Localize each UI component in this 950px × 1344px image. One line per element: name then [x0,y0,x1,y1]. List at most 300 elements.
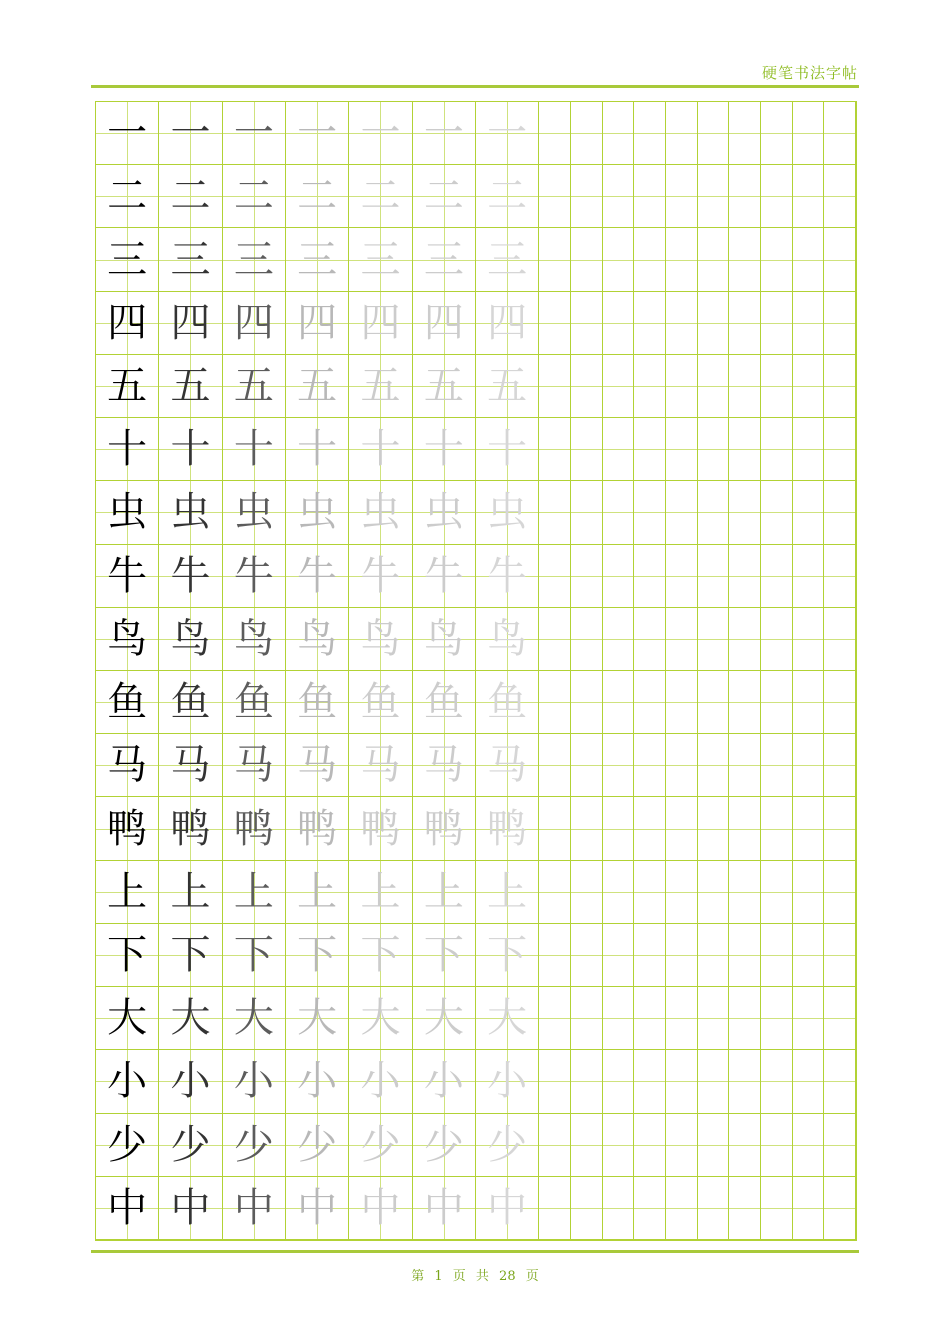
trace-character-cell [413,102,476,165]
blank-practice-cell [761,987,793,1050]
trace-character-cell [159,418,222,481]
model-character: 少 [107,1121,148,1168]
blank-practice-cell [698,924,730,987]
blank-practice-cell [603,924,635,987]
model-character-cell [96,355,159,418]
trace-character-cell [286,608,349,671]
blank-practice-cell [634,734,666,797]
blank-practice-cell [634,1114,666,1177]
blank-practice-cell [698,861,730,924]
blank-practice-cell [698,228,730,291]
trace-character: 马 [233,742,274,789]
trace-character-cell [159,355,222,418]
blank-practice-cell [698,102,730,165]
trace-character: 一 [170,110,211,157]
blank-practice-cell [539,165,571,228]
trace-character: 上 [297,868,338,915]
trace-character: 牛 [297,552,338,599]
trace-character-cell [223,102,286,165]
trace-character-cell [349,924,412,987]
trace-character: 二 [297,173,338,220]
blank-practice-cell [761,734,793,797]
trace-character-cell [413,671,476,734]
trace-character-cell [349,292,412,355]
trace-character-cell [223,987,286,1050]
trace-character-cell [223,734,286,797]
model-character: 鸭 [107,805,148,852]
trace-character: 三 [360,236,401,283]
blank-practice-cell [666,861,698,924]
trace-character-cell [159,228,222,291]
blank-practice-cell [634,228,666,291]
model-character-cell [96,797,159,860]
blank-practice-cell [761,228,793,291]
trace-character: 少 [233,1121,274,1168]
model-character: 小 [107,1058,148,1105]
trace-character-cell [286,924,349,987]
model-character: 虫 [107,489,148,536]
trace-character-cell [223,924,286,987]
trace-character-cell [223,165,286,228]
blank-practice-cell [793,102,825,165]
trace-character: 上 [233,868,274,915]
trace-character-cell [476,861,539,924]
blank-practice-cell [729,1177,761,1240]
trace-character-cell [223,1114,286,1177]
trace-character-cell [286,292,349,355]
model-character: 大 [107,995,148,1042]
blank-practice-cell [666,1050,698,1113]
model-character-cell [96,987,159,1050]
blank-practice-cell [634,418,666,481]
trace-character: 四 [360,299,401,346]
trace-character-cell [159,797,222,860]
blank-practice-cell [729,481,761,544]
trace-character: 少 [360,1121,401,1168]
blank-practice-cell [634,608,666,671]
blank-practice-cell [698,608,730,671]
trace-character: 三 [233,236,274,283]
trace-character: 小 [233,1058,274,1105]
trace-character: 鸟 [170,615,211,662]
model-character-cell [96,165,159,228]
trace-character: 下 [170,931,211,978]
trace-character: 三 [297,236,338,283]
blank-practice-cell [539,481,571,544]
trace-character-cell [159,545,222,608]
model-character: 鸟 [107,615,148,662]
blank-practice-cell [698,734,730,797]
trace-character-cell [349,1177,412,1240]
trace-character-cell [286,165,349,228]
blank-practice-cell [824,987,856,1050]
trace-character-cell [413,355,476,418]
header-title: 硬笔书法字帖 [761,64,858,82]
blank-practice-cell [824,102,856,165]
trace-character: 十 [233,426,274,473]
blank-practice-cell [824,1114,856,1177]
blank-practice-cell [824,734,856,797]
trace-character: 中 [487,1184,528,1231]
blank-practice-cell [698,292,730,355]
trace-character: 少 [297,1121,338,1168]
blank-practice-cell [571,545,603,608]
model-character: 下 [107,931,148,978]
blank-practice-cell [761,1177,793,1240]
trace-character: 鸭 [360,805,401,852]
trace-character: 小 [423,1058,464,1105]
trace-character: 虫 [170,489,211,536]
blank-practice-cell [539,228,571,291]
blank-practice-cell [571,355,603,418]
blank-practice-cell [729,165,761,228]
trace-character: 大 [423,995,464,1042]
blank-practice-cell [603,861,635,924]
blank-practice-cell [793,671,825,734]
blank-practice-cell [539,545,571,608]
blank-practice-cell [698,797,730,860]
trace-character: 上 [170,868,211,915]
blank-practice-cell [666,1177,698,1240]
blank-practice-cell [793,545,825,608]
model-character-cell [96,861,159,924]
model-character-cell [96,292,159,355]
trace-character-cell [413,924,476,987]
trace-character-cell [476,545,539,608]
trace-character-cell [286,797,349,860]
trace-character-cell [159,608,222,671]
model-character: 二 [107,173,148,220]
blank-practice-cell [793,797,825,860]
trace-character: 虫 [233,489,274,536]
trace-character: 小 [360,1058,401,1105]
blank-practice-cell [539,987,571,1050]
trace-character-cell [476,734,539,797]
trace-character: 鱼 [297,679,338,726]
blank-practice-cell [824,228,856,291]
blank-practice-cell [824,545,856,608]
trace-character-cell [413,165,476,228]
blank-practice-cell [539,292,571,355]
trace-character: 鱼 [360,679,401,726]
trace-character: 牛 [487,552,528,599]
trace-character-cell [223,228,286,291]
trace-character-cell [223,292,286,355]
blank-practice-cell [571,861,603,924]
trace-character-cell [159,671,222,734]
blank-practice-cell [603,418,635,481]
blank-practice-cell [539,924,571,987]
trace-character: 五 [423,362,464,409]
trace-character-cell [349,545,412,608]
model-character: 五 [107,362,148,409]
trace-character-cell [286,1177,349,1240]
blank-practice-cell [729,1050,761,1113]
trace-character-cell [159,924,222,987]
blank-practice-cell [634,102,666,165]
trace-character-cell [476,1050,539,1113]
trace-character: 马 [360,742,401,789]
trace-character: 四 [423,299,464,346]
trace-character-cell [159,861,222,924]
trace-character-cell [286,861,349,924]
model-character: 上 [107,868,148,915]
trace-character-cell [413,1177,476,1240]
trace-character: 少 [487,1121,528,1168]
trace-character: 马 [423,742,464,789]
trace-character: 虫 [297,489,338,536]
blank-practice-cell [539,1177,571,1240]
model-character: 十 [107,426,148,473]
blank-practice-cell [793,355,825,418]
blank-practice-cell [729,418,761,481]
trace-character-cell [223,1050,286,1113]
blank-practice-cell [793,924,825,987]
blank-practice-cell [793,861,825,924]
blank-practice-cell [571,1177,603,1240]
trace-character: 下 [297,931,338,978]
model-character: 四 [107,299,148,346]
blank-practice-cell [729,797,761,860]
trace-character-cell [476,481,539,544]
trace-character-cell [223,608,286,671]
blank-practice-cell [571,1114,603,1177]
trace-character: 三 [170,236,211,283]
trace-character: 二 [233,173,274,220]
blank-practice-cell [793,165,825,228]
trace-character: 上 [487,868,528,915]
trace-character: 大 [233,995,274,1042]
trace-character-cell [286,1050,349,1113]
trace-character-cell [159,292,222,355]
trace-character: 鱼 [487,679,528,726]
trace-character: 二 [487,173,528,220]
trace-character-cell [413,1114,476,1177]
blank-practice-cell [539,671,571,734]
blank-practice-cell [634,545,666,608]
trace-character-cell [223,861,286,924]
blank-practice-cell [539,102,571,165]
blank-practice-cell [698,1177,730,1240]
trace-character: 牛 [170,552,211,599]
blank-practice-cell [729,355,761,418]
trace-character-cell [413,608,476,671]
trace-character: 五 [297,362,338,409]
blank-practice-cell [729,228,761,291]
trace-character-cell [349,671,412,734]
blank-practice-cell [603,671,635,734]
trace-character-cell [349,228,412,291]
trace-character-cell [286,987,349,1050]
blank-practice-cell [793,987,825,1050]
blank-practice-cell [603,1050,635,1113]
blank-practice-cell [698,671,730,734]
trace-character: 鱼 [170,679,211,726]
blank-practice-cell [571,418,603,481]
blank-practice-cell [603,734,635,797]
page-number: 第 1 页 共 28 页 [411,1269,539,1284]
blank-practice-cell [761,671,793,734]
blank-practice-cell [571,797,603,860]
blank-practice-cell [666,102,698,165]
trace-character-cell [286,671,349,734]
blank-practice-cell [634,165,666,228]
blank-practice-cell [571,481,603,544]
blank-practice-cell [634,797,666,860]
trace-character: 下 [360,931,401,978]
blank-practice-cell [666,292,698,355]
blank-practice-cell [539,355,571,418]
blank-practice-cell [539,418,571,481]
trace-character-cell [476,355,539,418]
trace-character: 小 [170,1058,211,1105]
blank-practice-cell [824,165,856,228]
trace-character: 牛 [360,552,401,599]
model-character: 牛 [107,552,148,599]
trace-character: 十 [487,426,528,473]
trace-character: 鸟 [360,615,401,662]
model-character-cell [96,228,159,291]
blank-practice-cell [634,292,666,355]
trace-character: 大 [170,995,211,1042]
blank-practice-cell [761,924,793,987]
blank-practice-cell [634,987,666,1050]
trace-character: 三 [487,236,528,283]
trace-character: 鱼 [423,679,464,726]
trace-character: 五 [360,362,401,409]
trace-character-cell [223,418,286,481]
blank-practice-cell [603,1114,635,1177]
blank-practice-cell [571,292,603,355]
blank-practice-cell [761,418,793,481]
trace-character: 四 [297,299,338,346]
trace-character-cell [286,228,349,291]
blank-practice-cell [761,481,793,544]
blank-practice-cell [666,418,698,481]
trace-character: 虫 [423,489,464,536]
blank-practice-cell [603,1177,635,1240]
trace-character: 下 [233,931,274,978]
trace-character-cell [159,987,222,1050]
blank-practice-cell [761,102,793,165]
model-character: 三 [107,236,148,283]
blank-practice-cell [698,165,730,228]
trace-character-cell [413,1050,476,1113]
blank-practice-cell [634,481,666,544]
blank-practice-cell [666,987,698,1050]
blank-practice-cell [793,228,825,291]
trace-character-cell [286,734,349,797]
trace-character: 四 [487,299,528,346]
blank-practice-cell [539,1114,571,1177]
model-character-cell [96,1114,159,1177]
blank-practice-cell [729,671,761,734]
trace-character: 一 [233,110,274,157]
trace-character-cell [349,734,412,797]
model-character-cell [96,608,159,671]
blank-practice-cell [571,987,603,1050]
blank-practice-cell [793,608,825,671]
blank-practice-cell [539,861,571,924]
blank-practice-cell [793,734,825,797]
trace-character: 鸟 [423,615,464,662]
blank-practice-cell [603,292,635,355]
blank-practice-cell [539,734,571,797]
trace-character-cell [223,671,286,734]
blank-practice-cell [666,165,698,228]
blank-practice-cell [603,102,635,165]
blank-practice-cell [793,292,825,355]
blank-practice-cell [761,292,793,355]
trace-character-cell [413,418,476,481]
trace-character: 牛 [423,552,464,599]
trace-character: 四 [170,299,211,346]
trace-character: 虫 [487,489,528,536]
blank-practice-cell [603,165,635,228]
trace-character-cell [476,671,539,734]
trace-character-cell [413,228,476,291]
trace-character-cell [223,355,286,418]
trace-character-cell [476,228,539,291]
trace-character: 中 [423,1184,464,1231]
trace-character-cell [223,481,286,544]
trace-character: 少 [170,1121,211,1168]
trace-character: 鸭 [297,805,338,852]
blank-practice-cell [666,355,698,418]
trace-character-cell [349,608,412,671]
blank-practice-cell [793,1177,825,1240]
model-character-cell [96,545,159,608]
blank-practice-cell [729,861,761,924]
model-character: 中 [107,1184,148,1231]
trace-character-cell [159,1050,222,1113]
trace-character-cell [413,545,476,608]
blank-practice-cell [824,861,856,924]
trace-character: 上 [423,868,464,915]
trace-character-cell [286,418,349,481]
blank-practice-cell [824,671,856,734]
blank-practice-cell [729,545,761,608]
trace-character: 牛 [233,552,274,599]
blank-practice-cell [666,797,698,860]
trace-character-cell [349,797,412,860]
trace-character: 鸟 [487,615,528,662]
blank-practice-cell [666,481,698,544]
trace-character-cell [286,102,349,165]
model-character: 鱼 [107,679,148,726]
trace-character-cell [349,1114,412,1177]
blank-practice-cell [793,1050,825,1113]
trace-character-cell [476,608,539,671]
blank-practice-cell [761,861,793,924]
trace-character-cell [413,861,476,924]
blank-practice-cell [698,481,730,544]
trace-character: 鸭 [423,805,464,852]
trace-character-cell [413,292,476,355]
blank-practice-cell [824,1177,856,1240]
blank-practice-cell [824,292,856,355]
blank-practice-cell [666,1114,698,1177]
model-character-cell [96,1050,159,1113]
model-character-cell [96,102,159,165]
trace-character: 一 [423,110,464,157]
trace-character-cell [223,545,286,608]
blank-practice-cell [634,1050,666,1113]
trace-character-cell [349,165,412,228]
trace-character-cell [349,481,412,544]
blank-practice-cell [666,671,698,734]
trace-character-cell [476,987,539,1050]
